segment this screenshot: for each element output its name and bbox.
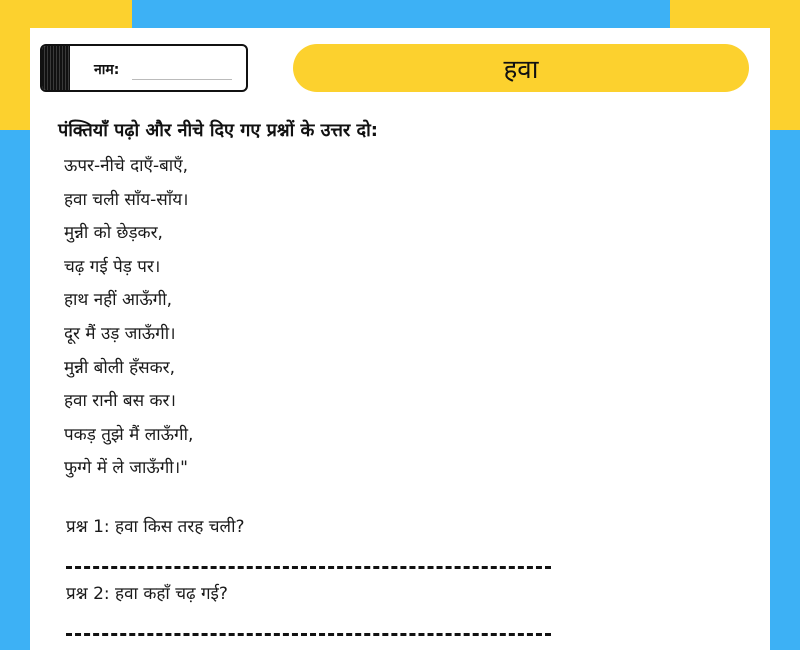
name-label: नाम:	[94, 62, 120, 78]
question-1	[66, 514, 245, 537]
poem-line: हवा रानी बस कर।	[64, 391, 176, 412]
question-1-prefix: प्रश्न 1:	[66, 517, 110, 537]
worksheet-title	[293, 44, 749, 92]
poem	[64, 150, 193, 486]
name-field-stripe	[42, 46, 70, 90]
answer-2-line[interactable]	[66, 633, 551, 636]
name-field[interactable]	[40, 44, 248, 92]
poem-line: फुग्गे में ले जाऊँगी।"	[64, 458, 188, 479]
instruction-text: पंक्तियाँ पढ़ो और नीचे दिए गए प्रश्नों के उत्तर दो:	[58, 120, 378, 141]
background-blue-border-right	[770, 130, 800, 650]
answer-1-line[interactable]	[66, 566, 551, 569]
name-write-line	[132, 79, 232, 80]
question-1-text: हवा किस तरह चली?	[109, 517, 245, 537]
background-blue-border-left	[0, 130, 30, 650]
worksheet-title-text: हवा	[503, 55, 539, 85]
poem-line: हवा चली साँय-साँय।	[64, 189, 189, 210]
poem-line: पकड़ तुझे मैं लाऊँगी,	[64, 424, 194, 445]
poem-line: दूर मैं उड़ जाऊँगी।	[64, 323, 176, 344]
poem-line: चढ़ गई पेड़ पर।	[64, 256, 161, 277]
question-2	[66, 581, 228, 604]
question-2-text: हवा कहाँ चढ़ गई?	[109, 584, 228, 604]
poem-line: मुन्नी को छेड़कर,	[64, 223, 163, 244]
background-blue-band-top	[132, 0, 670, 28]
question-2-prefix: प्रश्न 2:	[66, 584, 110, 604]
poem-line: हाथ नहीं आऊँगी,	[64, 290, 173, 311]
poem-line: ऊपर-नीचे दाएँ-बाएँ,	[64, 156, 189, 176]
poem-line: मुन्नी बोली हँसकर,	[64, 357, 176, 378]
